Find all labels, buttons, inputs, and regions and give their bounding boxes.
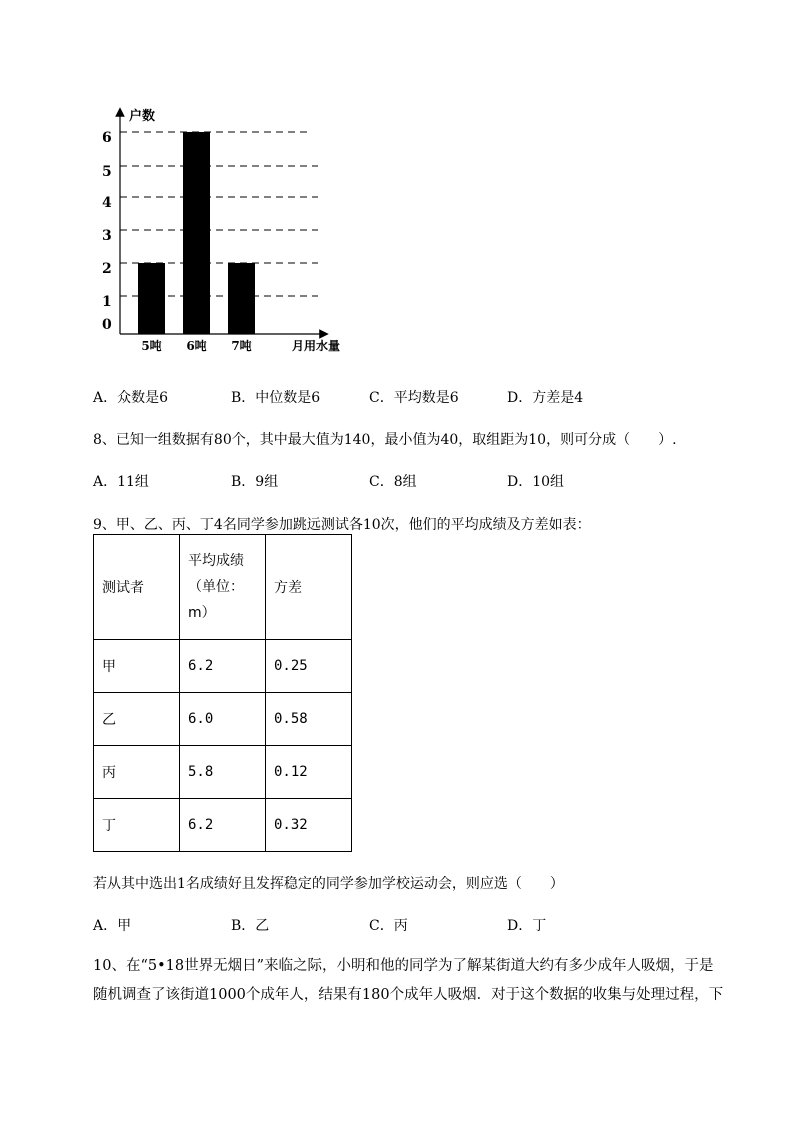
row-name: 甲 (94, 640, 180, 693)
q9-option-c[interactable]: C．丙 (369, 918, 408, 934)
q9-option-b[interactable]: B．乙 (231, 918, 270, 934)
score-table (93, 534, 352, 852)
q8-option-a[interactable]: A．11组 (93, 474, 149, 490)
header-tester: 测试者 (94, 535, 180, 640)
row-average: 5.8 (180, 746, 266, 799)
y-tick-label: 2 (102, 261, 112, 277)
bar (183, 132, 210, 334)
row-average: 6.2 (180, 640, 266, 693)
q7-option-d[interactable]: D．方差是4 (507, 390, 584, 406)
row-name: 丁 (94, 799, 180, 852)
x-tick-label: 7吨 (231, 339, 252, 353)
y-tick-label: 3 (102, 228, 112, 244)
row-variance: 0.25 (266, 640, 352, 693)
y-tick-label: 0 (102, 317, 112, 333)
row-average: 6.0 (180, 693, 266, 746)
header-variance: 方差 (266, 535, 352, 640)
x-tick-label: 5吨 (141, 339, 162, 353)
q8-question: 8、已知一组数据有80个，其中最大值为140，最小值为40，取组距为10，则可分成（ ）. (93, 432, 677, 448)
y-tick-label: 1 (102, 294, 112, 310)
q8-option-d[interactable]: D．10组 (507, 474, 565, 490)
row-variance: 0.32 (266, 799, 352, 852)
bar-chart-svg (80, 100, 380, 370)
row-variance: 0.58 (266, 693, 352, 746)
row-name: 乙 (94, 693, 180, 746)
q7-option-b[interactable]: B．中位数是6 (231, 390, 321, 406)
q8-option-c[interactable]: C．8组 (369, 474, 417, 490)
q9-options (93, 915, 733, 939)
q9-follow-up: 若从其中选出1名成绩好且发挥稳定的同学参加学校运动会，则应选（ ） (93, 876, 564, 892)
q9-option-a[interactable]: A．甲 (93, 918, 132, 934)
row-average: 6.2 (180, 799, 266, 852)
q7-option-c[interactable]: C．平均数是6 (369, 390, 459, 406)
q10-line-1: 10、在“5•18世界无烟日”来临之际，小明和他的同学为了解某街道大约有多少成年人吸烟，于是 (93, 958, 714, 974)
row-variance: 0.12 (266, 746, 352, 799)
q7-options (93, 387, 733, 411)
y-tick-label: 4 (102, 195, 112, 211)
header-average: 平均成绩（单位：m） (180, 535, 266, 640)
q8-options (93, 471, 733, 495)
table-row (94, 799, 352, 852)
table-header-row (94, 535, 352, 640)
q10-question (93, 952, 743, 1010)
table-row (94, 693, 352, 746)
q7-option-a[interactable]: A．众数是6 (93, 390, 169, 406)
x-axis-label: 月用水量 (292, 339, 341, 353)
q9-option-d[interactable]: D．丁 (507, 918, 547, 934)
bar (228, 263, 255, 334)
q9-question: 9、甲、乙、丙、丁4名同学参加跳远测试各10次，他们的平均成绩及方差如表： (93, 517, 591, 533)
bar (138, 263, 165, 334)
table-row (94, 746, 352, 799)
q10-line-2: 随机调查了该街道1000个成年人，结果有180个成年人吸烟．对于这个数据的收集与处理过程，下 (93, 987, 724, 1003)
y-tick-label: 6 (102, 130, 112, 146)
table-row (94, 640, 352, 693)
q8-option-b[interactable]: B．9组 (231, 474, 279, 490)
y-tick-label: 5 (102, 164, 112, 180)
y-axis-label: 户数 (129, 109, 156, 124)
row-name: 丙 (94, 746, 180, 799)
x-tick-label: 6吨 (186, 339, 207, 353)
water-usage-chart (80, 100, 380, 370)
